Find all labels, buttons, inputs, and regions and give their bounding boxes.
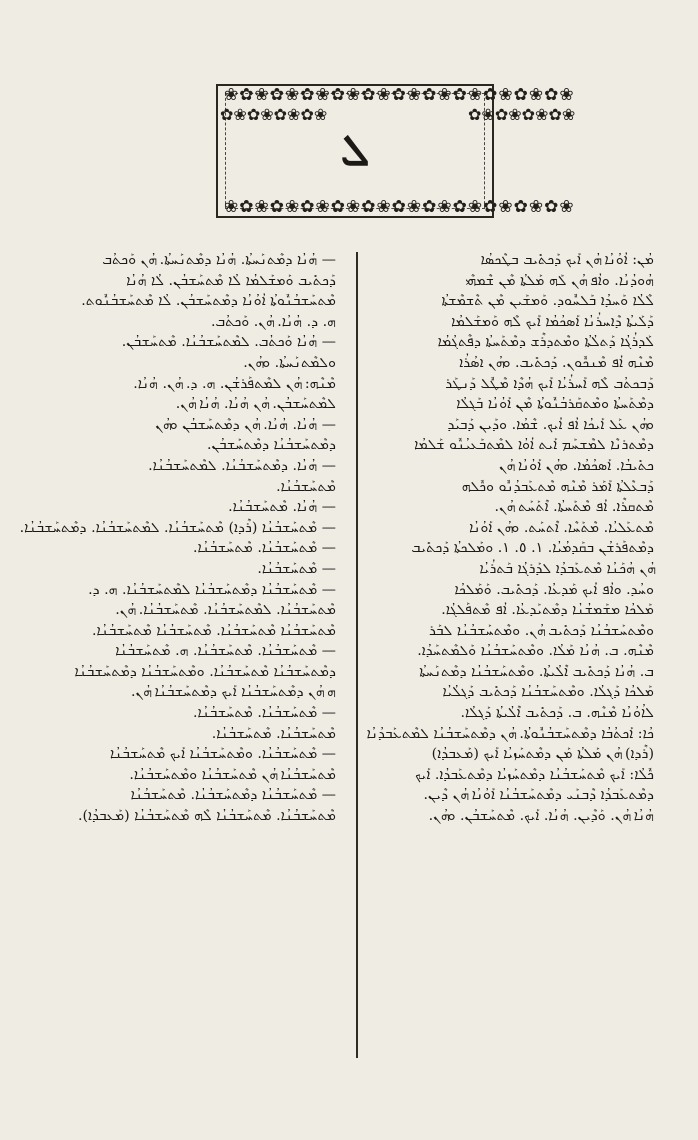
text-line: — ܡܶܬܚܰܫܒܳܢܳܐ (ܪܶܕܐ) ܡܶܬܚܰܫܒܳܢܳܐ. ܠܡܶܬܚܰܫܒܳܢܳܐ. ܕܡܶܬܚܰܫܒܳܢܳܐ.	[19, 519, 336, 536]
text-line: ܗܳܢ ܗܳܟܰܢܳܐ ܡܶܬܥܰܒܕܳܐ ܠܕܰܪܓܳܐ ܒܰܬܪܳܝܳܐ	[479, 560, 654, 577]
text-line: ܡܶܬܥܰܠܝܳܐ. ܡܶܬܰܚܶܐ. ܐܶܬܚܰܬ. ܘܗܳܢ ܐܰܘܳܢܳܐ	[469, 519, 654, 536]
ornament-right-border: ✿❀✿❀✿❀✿❀	[468, 105, 576, 124]
text-line: ܕܡܶܬܚܰܫܒܳܢܳܐ ܕܡܶܬܚܰܫܒܳܢ.	[207, 437, 336, 454]
text-line: ܠܰܕܪܳܓܳܐ ܕܰܬܠܳܬܳܐ ܘܡܶܬܕܪܶܫ ܕܡܶܬܰܚܬܳܐ ܕܦܶܬܓܳܡܳܐ	[437, 334, 654, 351]
text-line: ܡܶܢܶܗ. ܒ. ܗܳܢܳܐ ܡܰܠܳܐ. ܘܡܶܬܚܰܫܒܳܢܳܐ ܘܰܠܡܶܬܚܰܕܳܐ.	[417, 643, 654, 660]
text-line: ܡܶܬܚܰܫܒܳܢܳܐ. ܡܶܬܚܰܫܒܳܢܳܐ ܠܶܗ ܡܶܬܚܰܫܒܳܢܳܐ (ܡܰܥܒܕܳܐ).	[77, 808, 336, 825]
text-line: — ܗܳܢܳܐ. ܡܶܬܚܰܫܒܳܢܳܐ.	[228, 499, 336, 516]
text-line: ܕܡܶܬܚܰܫܒܳܢܳܐ ܡܶܬܚܰܫܒܳܢܳܐ. ܘܡܶܬܚܰܫܒܳܢܳܐ ܕܡܶܬܚܰܫܒܳܢܳܐ	[74, 663, 336, 680]
left-column	[19, 250, 336, 827]
text-line: ܡܶܬܚܰܫܒܳܢܳܐ.	[276, 478, 336, 495]
text-line: ܠܐܳܘܳܢܳܐ ܡܶܢܶܗ. ܒ. ܕܰܟܬܺܝܒ ܐܶܠܳܝܬܳܐ ܕܰܓܠܳܐ.	[460, 705, 654, 722]
text-line: ܕܰܒܟܬܳܒ ܠܶܗ ܐܰܚܪܳܝܳܐ ܐܰܝܟ ܗܳܕܶܐ ܡܶܛܽܠ ܕܰܢܛܰܪ	[445, 375, 654, 392]
text-line: — ܡܶܬܚܰܫܒܳܢܳܐ. ܡܶܬܚܰܫܒܳܢܳܐ.	[193, 540, 336, 557]
text-line: — ܡܶܬܚܰܫܒܳܢܳܐ ܕܡܶܬܚܰܫܒܳܢܳܐ. ܡܶܬܚܰܫܒܳܢܳܐ	[130, 787, 336, 804]
text-line: ܘܗܳܢ ܥܰܠ ܐܰܝܟܳܐ ܐܳܦ ܐܳܝܟ. ܫܶܡܳܐ. ܘܕܰܝܢ ܕܰܒܝܰܕ	[447, 416, 654, 433]
text-line: ܡܶܬܚܰܫܒܳܢܳܐ. ܠܡܶܬܚܰܫܒܳܢܳܐ. ܡܶܬܚܰܫܒܳܢܳܐ. ܗܳܢ.	[115, 602, 336, 619]
text-line: ܟܬܺܝܒܳܐ. ܐܰܣܟܳܡܳܐ. ܘܗܳܢ ܐܰܘܳܢܳܐ ܗܳܢ	[498, 457, 654, 474]
text-line: ܡܰܠܟܳܐ ܡܫܰܡܫܳܢܳܐ ܕܡܶܬܝܰܕܥܳܐ. ܐܳܦ ܡܶܬܦܰܠܓܳܐ.	[441, 602, 654, 619]
text-line: ܡܶܢܶܗ: ܗܳܢ ܠܡܶܬܦܰܪܫܳܢ. ܗ. ܕ. ܗܳܢ. ܗܳܢܳܐ.	[133, 375, 336, 392]
text-line: ܡܶܬܩܪܶܐ. ܐܳܦ ܡܶܬܰܚܬܳܐ. ܐܶܬܰܚܰܬ ܗܳܢ.	[494, 499, 654, 516]
text-line: — ܡܶܬܚܰܫܒܳܢܳܐ. ܡܶܬܚܰܫܒܳܢܳܐ.	[193, 705, 336, 722]
text-line: ܡܶܬܚܰܫܒܳܢܽܘܬܳܐ ܐܳܘܳܢܳܐ ܕܡܶܬܚܰܫܒܳܢ. ܠܳܐ ܡܶܬܚܰܫܒܳܢܽܘܬ.	[81, 293, 336, 310]
text-line: ܠܶܠܳܐ ܘܰܚܕܳܐ ܒܰܠܚܽܘܕ. ܘܰܡܫܰܝܢ ܡܶܢ ܬܶܫܡܶܫܬܳܐ	[441, 293, 654, 310]
text-line: ܕܡܶܬܦܰܪܫܳܢ ܒܩܰܕܡܳܝܳܐ. ١. ٥. ١. ܘܡܰܠܟܬܳܐ ܕܰܟܬܺܝܒ	[411, 540, 654, 557]
text-line: ܠܡܶܬܚܰܫܒܳܢ. ܗܳܢ ܗܳܢܳܐ. ܗܳܢܳܐ ܗܳܢ.	[175, 396, 336, 413]
text-line: ܡܶܬܚܰܫܒܳܢܳܐ ܡܶܬܚܰܫܒܳܢܳܐ. ܡܶܬܚܰܫܒܳܢܳܐ ܡܶܬܚܰܫܒܳܢܳܐ.	[91, 622, 336, 639]
text-line: — ܡܶܬܚܰܫܒܳܢܳܐ. ܡܶܬܚܰܫܒܳܢܳܐ. ܗ. ܡܶܬܚܰܫܒܳܢܳܐ	[115, 643, 336, 660]
text-line: ܕܰܟܬܺܝܒ ܘܰܡܫܰܠܡܳܐ ܠܳܐ ܡܶܬܚܰܫܒܳܢ. ܠܳܐ ܗܳܢܳܐ	[126, 272, 336, 289]
text-line: ܗ. ܕ. ܗܳܢܳܐ. ܗܳܢ. ܘܰܟܬܳܒ.	[210, 313, 336, 330]
text-line: ܗ ܗܳܢ ܕܡܶܬܚܰܫܒܳܢܳܐ ܐܰܝܟ ܕܡܶܬܚܰܫܒܳܢܳܐ ܗܳܢ.	[131, 684, 336, 701]
text-line: — ܗܳܢܳܐ ܘܰܟܬܳܒ. ܠܡܶܬܚܰܫܒܳܢܳܐ. ܡܶܬܚܰܫܒܳܢ.	[121, 334, 336, 351]
text-line: — ܗܳܢܳܐ. ܕܡܶܬܚܰܫܒܳܢܳܐ. ܠܡܶܬܚܰܫܒܳܢܳܐ.	[148, 457, 336, 474]
ornament-top-border: ❀✿❀✿❀✿❀✿❀✿❀✿❀✿❀✿❀✿❀✿❀✿❀	[224, 85, 575, 105]
text-line: — ܗܳܢܳܐ ܕܡܶܬܢܰܚܬܳܐ. ܗܳܢܳܐ ܕܡܶܬܢܰܚܬܳܐ. ܗܳܢ ܘܰܟܬܳܒ	[102, 252, 336, 268]
text-line: ܟܳܐ: ܐܰܟܬܳܒܳܐ ܕܡܶܬܚܰܫܒܳܢܽܘܬܳܐ. ܗܳܢ ܕܡܶܬܚܰܫܒܳܢܳܐ ܠܡܶܬܥܰܒܕܳܢܳܐ	[366, 725, 654, 742]
text-line: — ܡܶܬܚܰܫܒܳܢܳܐ.	[257, 560, 336, 577]
text-line: ܘܚܳܕ. ܘܐܳܦ ܐܳܝܟ ܡܰܕܥܳܐ. ܕܰܟܬܺܝܒ. ܘܰܡܰܠܟܳܐ	[454, 581, 654, 598]
text-line: ܡܰܠܟܳܐ ܕܰܓܠܳܐ. ܘܡܶܬܚܰܫܒܳܢܳܐ ܕܰܟܬܺܝܒ ܕܰܓܠܳܝܳܐ	[442, 684, 654, 701]
text-line: ܕܰܠܰܝܬܳܐ ܕܶܐܚܪܳܢܳܐ ܐܰܣܟܳܡܳܐ ܐܰܝܟ ܠܶܗ ܘܰܡܫܰܠܡܳܐ	[451, 313, 654, 330]
text-line: ܒ. ܗܳܢܳܐ ܕܰܟܬܺܝܒ ܐܶܠܳܝܬܳܐ. ܘܡܶܬܚܰܫܒܳܢܳܐ ܕܡܶܬܢܰܚܬܳܐ	[419, 663, 654, 680]
ornament-bottom-border: ❀✿❀✿❀✿❀✿❀✿❀✿❀✿❀✿❀✿❀✿❀✿❀	[224, 197, 575, 217]
right-column	[366, 250, 654, 827]
section-letter: ܠ	[340, 125, 370, 176]
column-divider	[356, 252, 358, 1058]
text-line: ܘܠܡܶܬܢܰܚܬܳܐ. ܘܗܳܢ.	[243, 354, 336, 371]
text-line: ܟܽܠܳܐ: ܐܰܝܟ ܡܶܬܚܰܫܒܳܢܳܐ ܕܡܶܬܚܰܙܝܳܐ ܕܡܶܬܥܰܒܕܳܐ. ܐܰܝܟ	[415, 766, 654, 783]
ornamental-header-frame	[216, 84, 576, 218]
text-line: ܡܶܢܶܗ ܐܳܦ ܡܶܢܟܽܘܢ. ܕܰܟܬܺܝܒ. ܘܗܳܢ ܐܣܳܪܳܐ	[459, 354, 654, 371]
text-line: ܡܶܬܚܰܫܒܳܢܳܐ. ܡܶܬܚܰܫܒܳܢܳܐ.	[211, 725, 336, 742]
text-line: — ܗܳܢܳܐ. ܗܳܢܳܐ. ܗܳܢ ܕܡܶܬܚܰܫܒܳܢ ܘܗܳܢ	[155, 416, 336, 433]
text-line: ܕܡܶܬܪܢܶܐ ܠܡܶܫܚܰܡ ܐܰܝܬ ܐܳܘܳܐ ܠܡܶܬܒܰܥܝܳܢܽܘ ܫܰܠܡܳܐ	[414, 437, 654, 454]
text-line: — ܡܶܬܚܰܫܒܳܢܳܐ ܕܡܶܬܚܰܫܒܳܢܳܐ ܠܡܶܬܚܰܫܒܳܢܳܐ. ܗ. ܕ.	[88, 581, 336, 598]
ornament-left-border: ✿❀✿❀✿❀✿❀	[220, 105, 328, 124]
text-line: ܕܡܶܬܥܰܒܕܳܐ ܕܶܒܢܰܝ ܕܡܶܬܚܰܫܒܳܢܳܐ ܐܰܘܳܢܳܐ ܗܳܢ ܕܶܝܢ.	[423, 787, 654, 804]
text-line: ܡܶܬܚܰܫܒܳܢܳܐ ܗܳܢ ܡܶܬܚܰܫܒܳܢܳܐ ܘܡܶܬܚܰܫܒܳܢܳܐ.	[129, 766, 336, 783]
text-line: ܕܡܶܬܰܚܬܳܐ ܘܡܶܬܩܰܪܒܳܢܽܘܬܳܐ ܡܶܢ ܐܰܘܳܢܳܐ ܒܰܓܠܳܐ	[456, 396, 654, 413]
text-line: (ܪܶܕܐ) ܗܳܢ ܡܰܠܬܳܐ ܡܰܢ ܕܡܶܬܚܰܙܝܳܐ ܐܰܝܟ (ܡܰܥܒܕܳܐ)	[431, 746, 654, 763]
text-line: — ܡܶܬܚܰܫܒܳܢܳܐ. ܘܡܶܬܚܰܫܒܳܢܳܐ ܐܰܝܟ ܡܶܬܚܰܫܒܳܢܳܐ	[109, 746, 336, 763]
text-line: ܡܳܢ: ܐܳܘܳܢܳܐ ܗܳܢ ܐܰܝܟ ܕܰܟܬܺܝܒ ܒܛܶܟܣܳܐ	[480, 252, 654, 268]
text-line: ܗܳܘܕܳܢܳܐ. ܘܐܳܦ ܗܳܢ ܠܰܗ ܡܰܠܬܳܐ ܡܶܢ ܫܶܡܗܶܝ	[465, 272, 654, 289]
text-line: ܗܳܢܳܐ ܗܳܢ. ܘܰܕܶܝܢ. ܗܳܢܳܐ. ܐܰܝܟ. ܡܶܬܚܰܫܒܳܢ. ܘܗܳܢ.	[428, 808, 654, 825]
text-line: ܘܡܶܬܚܰܫܒܳܢܳܐ ܕܰܟܬܺܝܒ ܗܳܢ. ܘܡܶܬܚܰܫܒܳܢܳܐ ܠܒܰܪ	[429, 622, 654, 639]
text-line: ܕܰܒܥܶܠܬܳܐ ܐܰܡܰܪ ܡܶܢܶܗ ܡܶܬܥܰܒܕܳܢܽܘ ܘܟܽܠܗ	[461, 478, 654, 495]
